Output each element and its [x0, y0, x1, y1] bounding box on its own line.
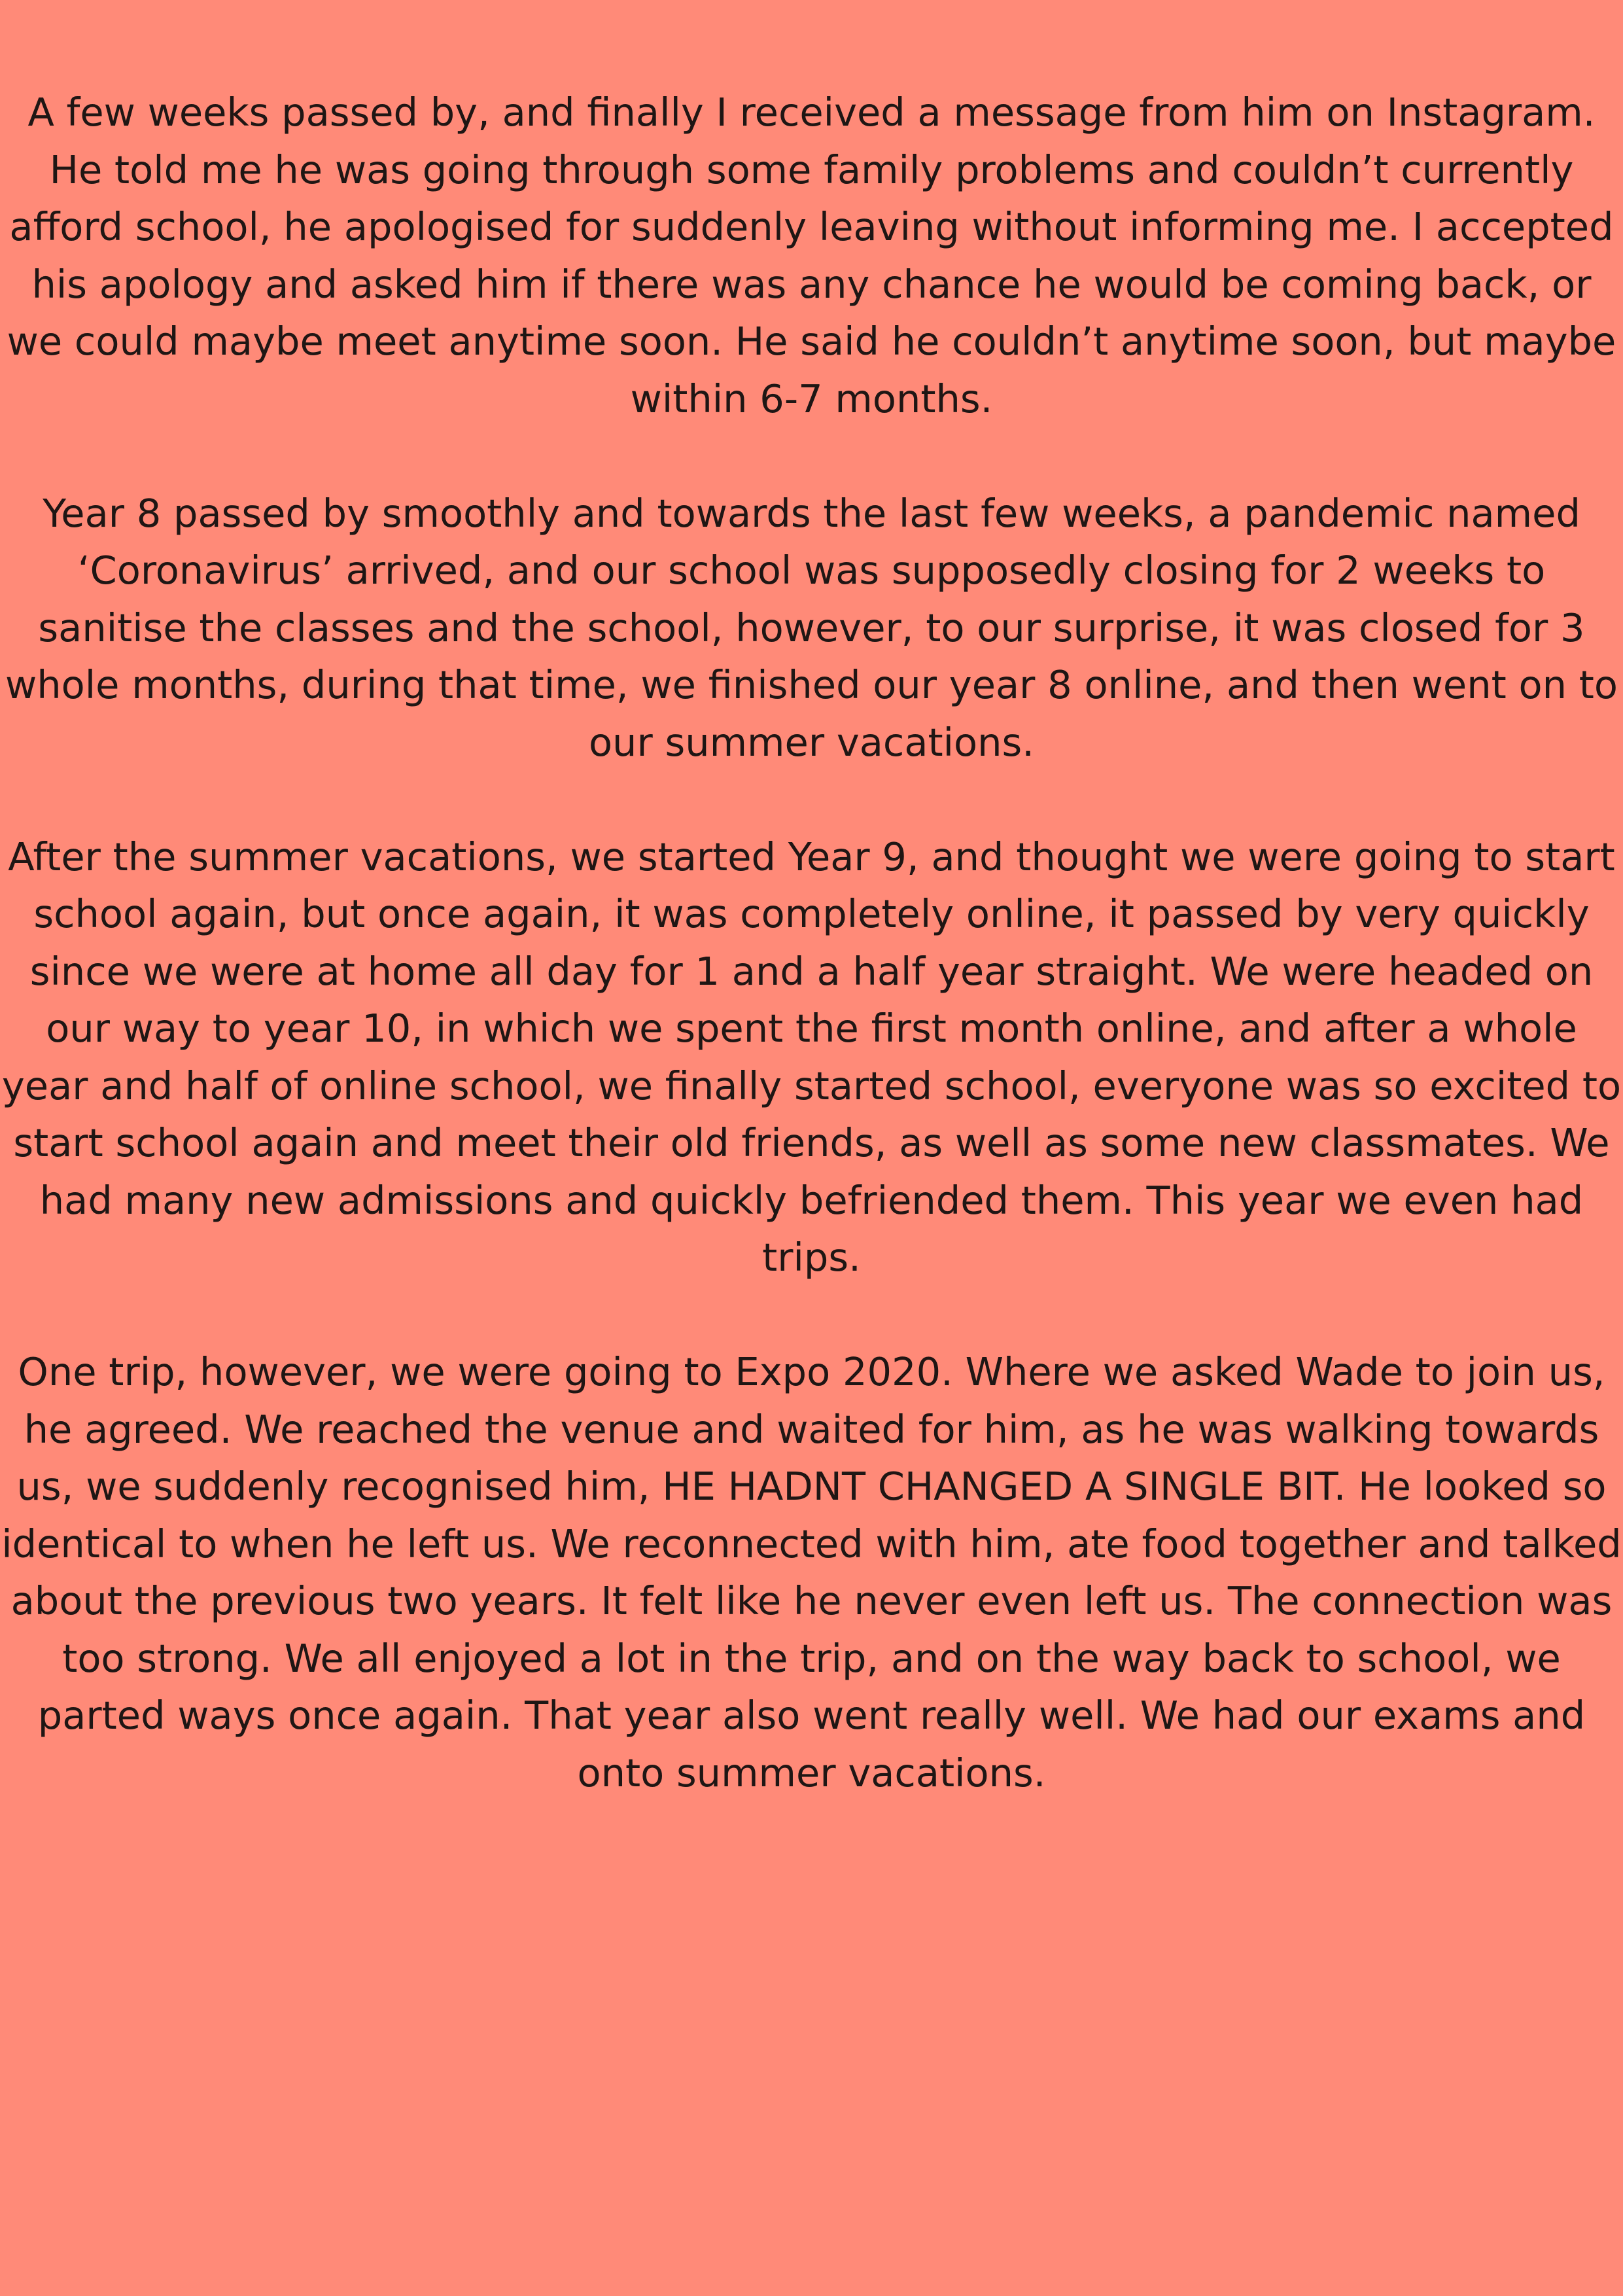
paragraph-expo-2020-trip: One trip, however, we were going to Expo 2020. Where we asked Wade to join us, he agreed. We reached the venue and waited for him, as he was walking towards us, we suddenly recognised him, HE HADNT CHANGED A SINGLE BIT. He looked so identical to when he left us. We reconnected with him, ate food together and talked about the previous two years. It felt like he never even left us. The connection was too strong. We all enjoyed a lot in the trip, and on the way back to school, we parted ways once again. That year also went really well. We had our exams and onto summer vacations. — [1, 1349, 1622, 1795]
paragraph-instagram-message: A few weeks passed by, and finally I received a message from him on Instagram. He told me he was going through some family problems and couldn’t currently afford school, he apologised for suddenly leaving without informing me. I accepted his apology and asked him if there was any chance he would be coming back, or we could maybe meet anytime soon. He said he couldn’t anytime soon, but maybe within 6-7 months. — [7, 90, 1616, 421]
paragraph-year-8-pandemic: Year 8 passed by smoothly and towards the last few weeks, a pandemic named ‘Coronavirus’ arrived, and our school was supposedly closing for 2 weeks to sanitise the classes and the school, however, to our surprise, it was closed for 3 whole months, during that time, we finished our year 8 online, and then went on to our summer vacations. — [5, 490, 1618, 765]
paragraph-year-9-online-school: After the summer vacations, we started Year 9, and thought we were going to start school again, but once again, it was completely online, it passed by very quickly since we were at home all day for 1 and a half year straight. We were headed on our way to year 10, in which we spent the first month online, and after a whole year and half of online school, we finally started school, everyone was so excited to start school again and meet their old friends, as well as some new classmates. We had many new admissions and quickly befriended them. This year we even had trips. — [1, 834, 1622, 1280]
story-text — [0, 84, 1623, 1801]
